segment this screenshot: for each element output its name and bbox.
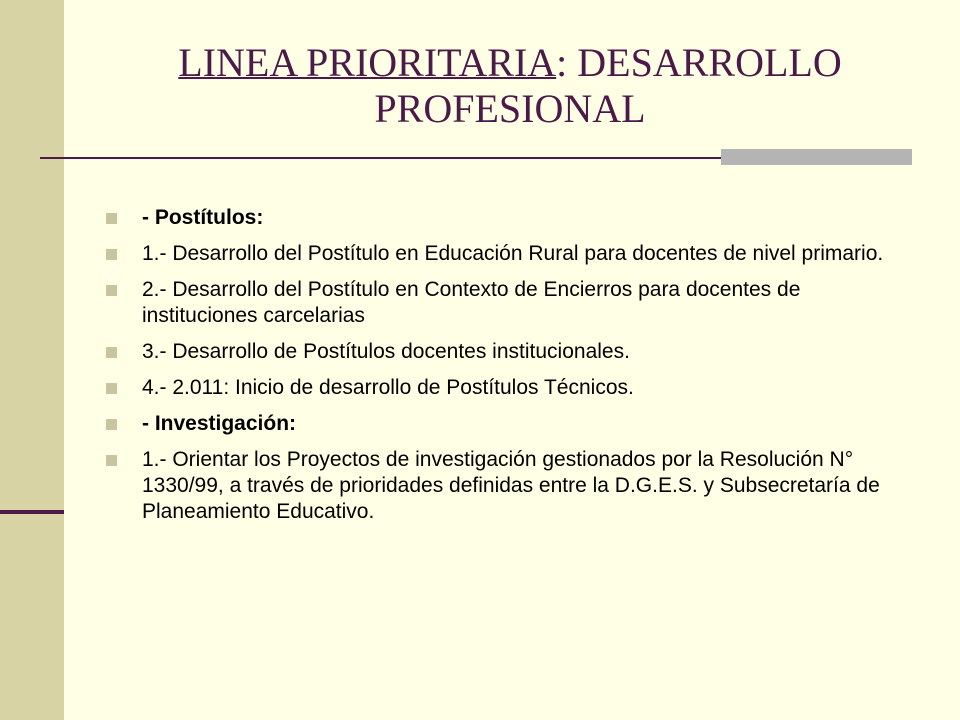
bullet-item: 2.- Desarrollo del Postítulo en Contexto de Encierros para docentes de instituciones carcelarias [104,277,904,329]
slide-title-underlined: LINEA PRIORITARIA [178,40,557,85]
sidebar-accent-line [0,510,64,514]
bullet-item: 1.- Orientar los Proyectos de investigación gestionados por la Resolución N° 1330/99, a través de prioridades definidas entre la D.G.E.S. y Subsecretaría de Planeamiento Educativo. [104,447,904,525]
slide-title [110,40,910,132]
left-sidebar-band [0,0,64,720]
bullet-item: 3.- Desarrollo de Postítulos docentes institucionales. [104,339,904,365]
bullet-list [104,205,904,535]
bullet-item: 1.- Desarrollo del Postítulo en Educación Rural para docentes de nivel primario. [104,241,904,267]
slide-title-rest: : DESARROLLO PROFESIONAL [374,40,842,131]
bullet-investigacion-heading: - Investigación: [104,411,904,437]
bullet-postitulos-heading: - Postítulos: [104,205,904,231]
title-divider-block [721,149,912,165]
bullet-item: 4.- 2.011: Inicio de desarrollo de Postítulos Técnicos. [104,375,904,401]
